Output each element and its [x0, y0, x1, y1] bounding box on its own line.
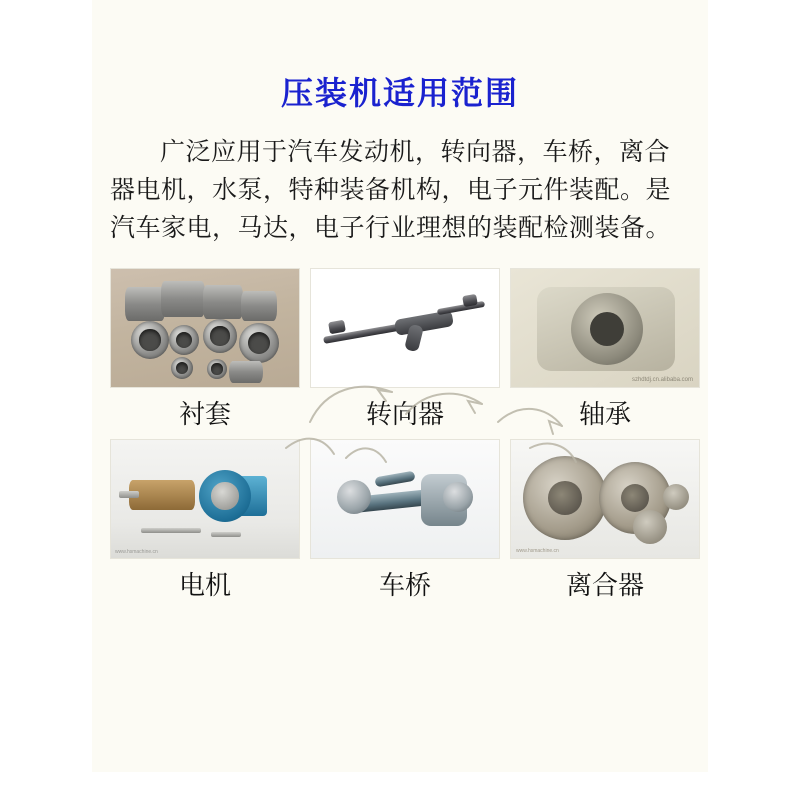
gallery-row	[110, 439, 702, 610]
gallery-item-axle	[310, 439, 500, 610]
image-watermark: szhdtdj.cn.alibaba.com	[631, 377, 693, 383]
gallery-item-steering	[310, 268, 500, 439]
gallery-caption: 衬套	[178, 400, 231, 430]
image-watermark: www.hsmachine.cn	[115, 549, 158, 555]
gallery-row	[110, 268, 702, 439]
gallery-item-motor	[110, 439, 300, 610]
steering-gear-photo	[310, 268, 500, 388]
gallery-item-bearing	[510, 268, 700, 439]
content-panel	[92, 0, 708, 772]
page-title: 压装机适用范围	[280, 74, 519, 112]
gallery-item-clutch	[510, 439, 700, 610]
gallery-item-bushings	[110, 268, 300, 439]
gallery-caption: 车桥	[378, 571, 431, 601]
axle-photo	[310, 439, 500, 559]
bushings-photo	[110, 268, 300, 388]
gallery-caption: 轴承	[578, 400, 631, 430]
image-watermark: www.hsmachine.cn	[516, 548, 559, 554]
image-gallery	[110, 268, 702, 610]
clutch-photo	[510, 439, 700, 559]
gallery-caption: 转向器	[365, 400, 444, 430]
gallery-caption: 离合器	[565, 571, 644, 601]
bearing-housing-photo	[510, 268, 700, 388]
gallery-caption: 电机	[178, 571, 231, 601]
electric-motor-photo	[110, 439, 300, 559]
description-paragraph: 广泛应用于汽车发动机，转向器，车桥，离合器电机，水泵，特种装备机构，电子元件装配。是汽车家电，马达，电子行业理想的装配检测装备。	[110, 137, 672, 242]
